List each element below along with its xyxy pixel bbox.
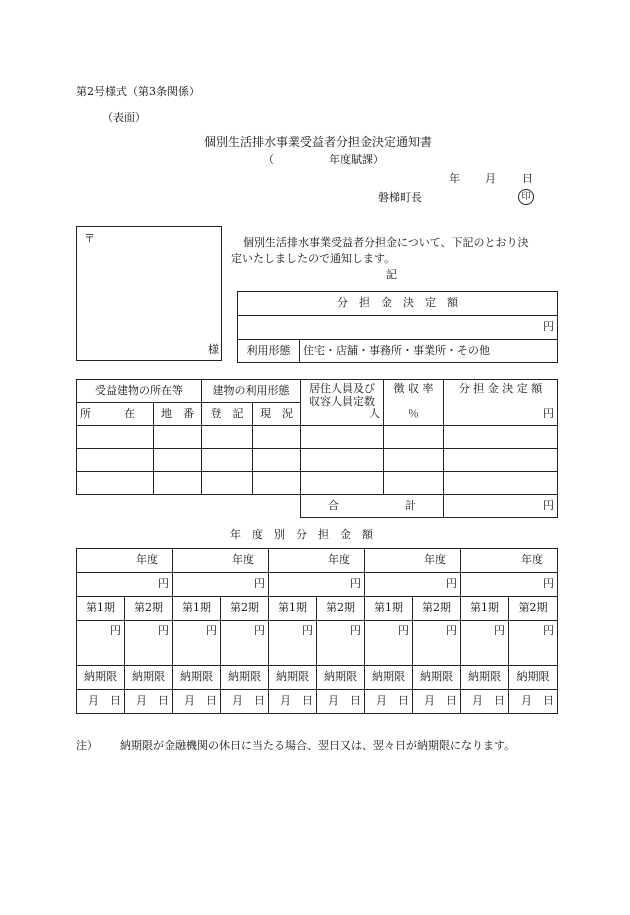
deadline-label: 納期限 <box>509 666 558 690</box>
document-title: 個別生活排水事業受益者分担金決定通知書 <box>204 135 433 149</box>
honorific: 様 <box>208 343 219 356</box>
annual-deadline-row <box>77 666 558 690</box>
side-label: （表面） <box>102 111 146 124</box>
col-rate: 徴 収 率 ％ <box>384 380 444 426</box>
deadline-label: 納期限 <box>221 666 269 690</box>
col-residents: 居住人員及び 収容人員定数 人 <box>301 380 384 426</box>
form-reference: 第2号様式（第3条関係） <box>76 85 200 98</box>
deadline-date: 月 日 <box>221 690 269 714</box>
decision-amount-cell: 円 <box>238 316 558 340</box>
sub-current: 現 況 <box>253 403 301 426</box>
period-1: 第1期 <box>77 597 125 621</box>
period-amount: 円 <box>317 621 365 666</box>
deadline-label: 納期限 <box>461 666 509 690</box>
year-cell-3: 年度 <box>269 549 365 573</box>
period-amount: 円 <box>461 621 509 666</box>
period-1: 第1期 <box>173 597 221 621</box>
usage-options: 住宅・店舗・事務所・事業所・その他 <box>300 340 558 363</box>
deadline-label: 納期限 <box>125 666 173 690</box>
sub-registered: 登 記 <box>202 403 253 426</box>
annual-table <box>76 548 558 714</box>
date-year: 年 <box>449 172 460 185</box>
deadline-date: 月 日 <box>461 690 509 714</box>
deadline-date: 月 日 <box>413 690 461 714</box>
year-amount-5: 円 <box>461 573 558 597</box>
table-row <box>77 449 558 472</box>
period-amount: 円 <box>221 621 269 666</box>
year-amount-1: 円 <box>77 573 173 597</box>
decision-header: 分 担 金 決 定 額 <box>238 292 558 316</box>
annual-period-row <box>77 597 558 621</box>
period-amount: 円 <box>125 621 173 666</box>
annual-yen-row <box>77 573 558 597</box>
footnote-text: 納期限が金融機関の休日に当たる場合、翌日又は、翌々日が納期限になります。 <box>120 739 516 752</box>
footnote-mark: 注） <box>76 739 98 752</box>
deadline-label: 納期限 <box>173 666 221 690</box>
table-row <box>77 472 558 495</box>
table-row <box>77 426 558 449</box>
year-cell-2: 年度 <box>173 549 269 573</box>
total-amount-cell: 円 <box>444 495 558 518</box>
period-amount: 円 <box>413 621 461 666</box>
year-cell-1: 年度 <box>77 549 173 573</box>
buildings-table <box>76 379 558 518</box>
deadline-label: 納期限 <box>77 666 125 690</box>
deadline-label: 納期限 <box>413 666 461 690</box>
period-1: 第1期 <box>461 597 509 621</box>
period-2: 第2期 <box>317 597 365 621</box>
issuer: 磐梯町長 <box>378 191 422 204</box>
period-amount: 円 <box>269 621 317 666</box>
period-amount: 円 <box>365 621 413 666</box>
annual-title: 年 度 別 分 担 金 額 <box>230 528 373 541</box>
deadline-label: 納期限 <box>365 666 413 690</box>
annual-date-row <box>77 690 558 714</box>
year-amount-3: 円 <box>269 573 365 597</box>
period-2: 第2期 <box>125 597 173 621</box>
year-cell-4: 年度 <box>365 549 461 573</box>
ki-label: 記 <box>386 268 397 281</box>
deadline-date: 月 日 <box>365 690 413 714</box>
address-box <box>76 226 222 361</box>
deadline-date: 月 日 <box>509 690 558 714</box>
year-cell-5: 年度 <box>461 549 558 573</box>
fiscal-year-note: （ 年度賦課） <box>263 153 384 166</box>
seal-mark: 印 <box>518 189 534 205</box>
period-amount: 円 <box>173 621 221 666</box>
date-day: 日 <box>522 172 533 185</box>
period-1: 第1期 <box>365 597 413 621</box>
period-amount: 円 <box>77 621 125 666</box>
col-location: 受益建物の所在等 <box>77 380 202 403</box>
annual-period-amount-row <box>77 621 558 666</box>
usage-label: 利用形態 <box>238 340 300 363</box>
total-label: 合 計 <box>301 495 444 518</box>
period-1: 第1期 <box>269 597 317 621</box>
period-2: 第2期 <box>221 597 269 621</box>
deadline-date: 月 日 <box>269 690 317 714</box>
annual-year-row <box>77 549 558 573</box>
period-2: 第2期 <box>509 597 558 621</box>
deadline-label: 納期限 <box>269 666 317 690</box>
deadline-date: 月 日 <box>125 690 173 714</box>
postal-mark: 〒 <box>84 232 95 245</box>
period-amount: 円 <box>509 621 558 666</box>
notice-line-2: 定いたしましたので通知します。 <box>231 252 396 265</box>
year-amount-4: 円 <box>365 573 461 597</box>
deadline-date: 月 日 <box>77 690 125 714</box>
sub-location: 所 在 <box>77 403 154 426</box>
deadline-label: 納期限 <box>317 666 365 690</box>
date-month: 月 <box>485 172 496 185</box>
decision-table <box>237 291 558 363</box>
col-amount: 分 担 金 決 定 額 円 <box>444 380 558 426</box>
col-usage: 建物の利用形態 <box>202 380 301 403</box>
period-2: 第2期 <box>413 597 461 621</box>
year-amount-2: 円 <box>173 573 269 597</box>
sub-lot: 地 番 <box>154 403 202 426</box>
notice-line-1: 個別生活排水事業受益者分担金について、下記のとおり決 <box>243 236 529 249</box>
deadline-date: 月 日 <box>173 690 221 714</box>
deadline-date: 月 日 <box>317 690 365 714</box>
